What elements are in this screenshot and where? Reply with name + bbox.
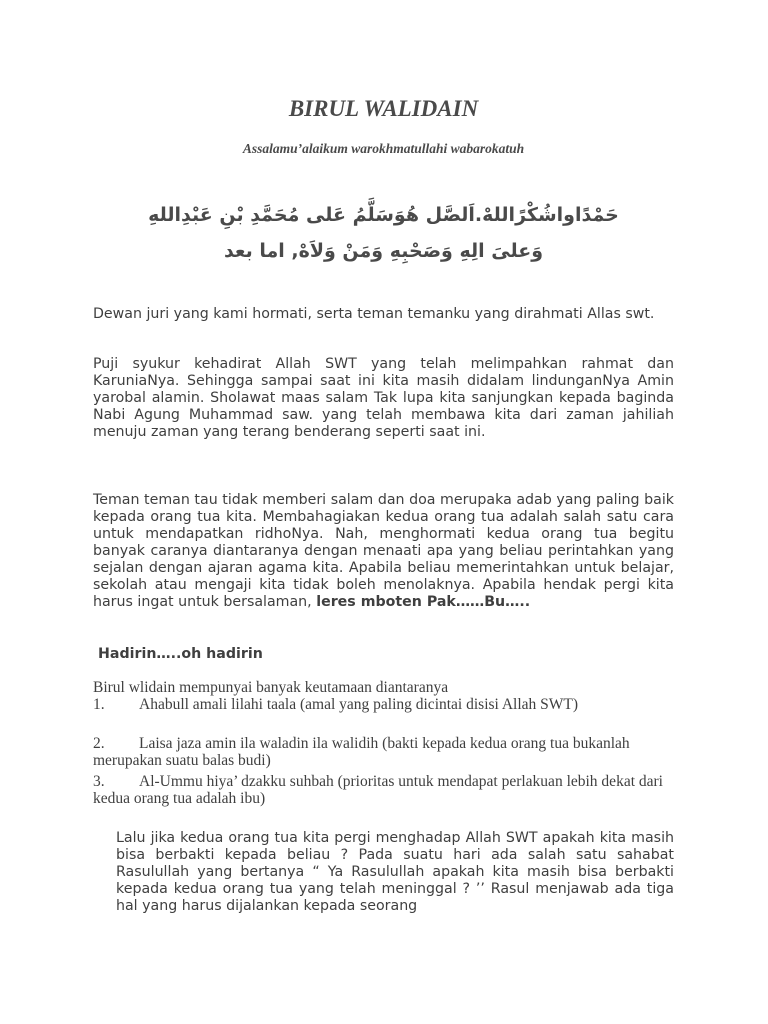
list-item [93, 735, 674, 769]
list-item [93, 696, 674, 713]
list-number: 1. [93, 696, 105, 713]
paragraph-respect-text: Teman teman tau tidak memberi salam dan doa merupaka adab yang paling baik kepada orang tua kita. Membahagiakan kedua orang tua adalah salah satu cara untuk mendapatkan ridhoNya. Nah, menghormati kedua orang tua begitu banyak caranya diantaranya dengan menaati apa yang beliau perintahkan yang sejalan dengan ajaran agama kita. Apabila beliau memerintahkan untuk belajar, sekolah atau mengaji kita tidak boleh menolaknya. Apabila hendak pergi kita harus ingat untuk bersalaman, [93, 492, 674, 610]
list-item [93, 773, 674, 807]
paragraph-after-death: Lalu jika kedua orang tua kita pergi menghadap Allah SWT apakah kita masih bisa berbakti kepada beliau ? Pada suatu hari ada salah satu sahabat Rasulullah yang bertanya “ Ya Rasulullah apakah kita masih bisa berbakti kepada kedua orang tua yang telah meninggal ? ’’ Rasul menjawab ada tiga hal yang harus dijalankan kepada seorang [116, 830, 674, 914]
list-intro: Birul wlidain mempunyai banyak keutamaan diantaranya [93, 679, 449, 696]
list-number: 2. [93, 735, 105, 752]
paragraph-opening: Dewan juri yang kami hormati, serta teman temanku yang dirahmati Allas swt. [93, 306, 655, 322]
paragraph-praise: Puji syukur kehadirat Allah SWT yang telah melimpahkan rahmat dan KaruniaNya. Sehingga sampai saat ini kita masih didalam lindunganNya Amin yarobal alamin. Sholawat maas salam Tak lupa kita sanjungkan kepada baginda Nabi Agung Muhammad saw. yang telah membawa kita dari zaman jahiliah menuju zaman yang terang benderang seperti saat ini. [93, 356, 674, 440]
paragraph-respect-bold: leres mboten Pak……Bu….. [316, 594, 531, 610]
list-text: Ahabull amali lilahi taala (amal yang paling dicintai disisi Allah SWT) [139, 696, 579, 713]
list-text: Laisa jaza amin ila waladin ila walidih (bakti kepada kedua orang tua bukanlah merupakan suatu balas budi) [93, 735, 630, 769]
greeting-line: Assalamu’alaikum warokhmatullahi wabarokatuh [242, 141, 525, 156]
list-number: 3. [93, 773, 105, 790]
list-text: Al-Ummu hiya’ dzakku suhbah (prioritas untuk mendapat perlakuan lebih dekat dari kedua orang tua adalah ibu) [93, 773, 663, 807]
arabic-line-2: وَعلىَ الِهِ وَصَحْبِهِ وَمَنْ وَلاَهْ, اما بعد [223, 240, 544, 262]
paragraph-respect [93, 492, 674, 611]
arabic-line-1: حَمْدًاواشُكْرًاللهْ.اَلصَّل هُوَسَلَّمُ عَلى مُحَمَّدِ بْنِ عَبْدِاللهِ [148, 204, 619, 226]
hadirin-heading: Hadirin…..oh hadirin [98, 646, 263, 662]
document-title: BIRUL WALIDAIN [288, 96, 479, 121]
